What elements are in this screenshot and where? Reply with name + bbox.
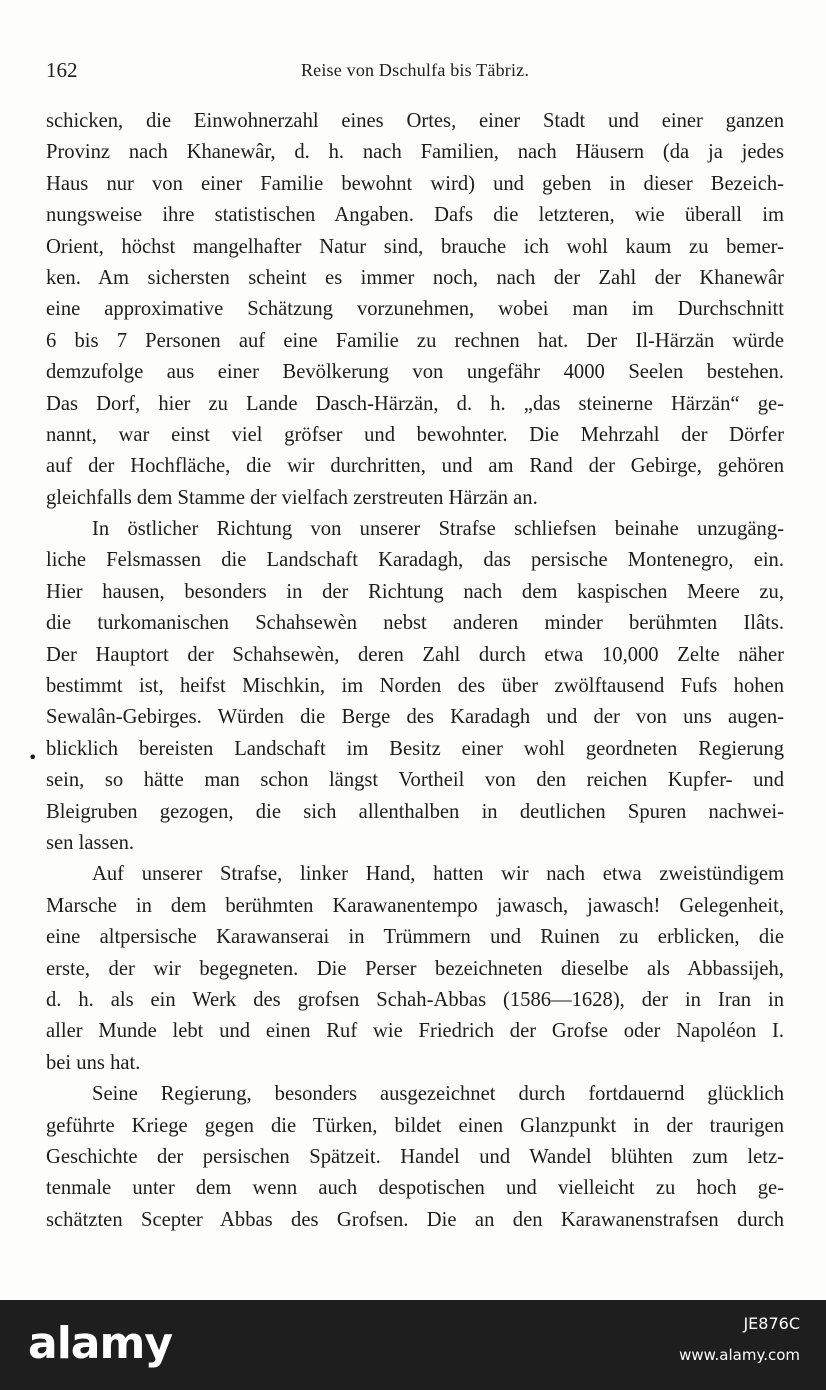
text-line: Geschichte der persischen Spätzeit. Handel und Wandel blühten zum letz- — [46, 1145, 784, 1168]
text-line: Haus nur von einer Familie bewohnt wird) und geben in dieser Bezeich- — [46, 172, 784, 195]
text-line: liche Felsmassen die Landschaft Karadagh, das persische Montenegro, ein. — [46, 549, 784, 572]
text-line: auf der Hochfläche, die wir durchritten, und am Rand der Gebirge, gehören — [46, 455, 784, 478]
text-line: geführte Kriege gegen die Türken, bildet einen Glanzpunkt in der traurigen — [46, 1114, 784, 1137]
running-head: Reise von Dschulfa bis Täbriz. — [300, 60, 530, 80]
text-line: die turkomanischen Schahsewèn nebst anderen minder berühmten Ilâts. — [46, 612, 784, 635]
text-line: aller Munde lebt und einen Ruf wie Friedrich der Grofse oder Napoléon I. — [46, 1020, 784, 1043]
marginal-mark: • — [28, 748, 38, 767]
image-id: JE876C — [743, 1314, 800, 1333]
text-line: erste, der wir begegneten. Die Perser bezeichneten dieselbe als Abbassijeh, — [46, 957, 784, 980]
text-line: Sewalân-Gebirges. Würden die Berge des Karadagh und der von uns augen- — [46, 706, 784, 729]
text-line: schätzten Scepter Abbas des Grofsen. Die an den Karawanenstrafsen durch — [46, 1208, 784, 1231]
text-line: Auf unserer Strafse, linker Hand, hatten wir nach etwa zweistündigem — [92, 863, 784, 886]
text-line: nungsweise ihre statistischen Angaben. Dafs die letzteren, wie überall im — [46, 204, 784, 227]
text-line: Orient, höchst mangelhafter Natur sind, brauche ich wohl kaum zu bemer- — [46, 235, 784, 258]
text-line: Hier hausen, besonders in der Richtung nach dem kaspischen Meere zu, — [46, 580, 784, 603]
page-header — [46, 58, 784, 88]
text-line: 6 bis 7 Personen auf eine Familie zu rechnen hat. Der Il-Härzän würde — [46, 329, 784, 352]
text-line: Seine Regierung, besonders ausgezeichnet durch fortdauernd glücklich — [92, 1083, 784, 1106]
text-line: eine altpersische Karawanserai in Trümmern und Ruinen zu erblicken, die — [46, 926, 784, 949]
text-line: Provinz nach Khanewâr, d. h. nach Familien, nach Häusern (da ja jedes — [46, 141, 784, 164]
text-line: blicklich bereisten Landschaft im Besitz einer wohl geordneten Regierung — [46, 737, 784, 760]
text-line: eine approximative Schätzung vorzunehmen, wobei man im Durchschnitt — [46, 298, 784, 321]
body-text — [46, 106, 784, 1236]
text-line: In östlicher Richtung von unserer Strafse schliefsen beinahe unzugäng- — [92, 518, 784, 541]
text-line: sein, so hätte man schon längst Vortheil von den reichen Kupfer- und — [46, 769, 784, 792]
text-line: nannt, war einst viel gröfser und bewohnter. Die Mehrzahl der Dörfer — [46, 423, 784, 446]
text-line: Das Dorf, hier zu Lande Dasch-Härzän, d. h. „das steinerne Härzän“ ge- — [46, 392, 784, 415]
text-line: tenmale unter dem wenn auch despotischen und vielleicht zu hoch ge- — [46, 1177, 784, 1200]
text-line: ken. Am sichersten scheint es immer noch, nach der Zahl der Khanewâr — [46, 266, 784, 289]
text-line: bestimmt ist, heifst Mischkin, im Norden des über zwölftausend Fufs hohen — [46, 675, 784, 698]
site-url: www.alamy.com — [679, 1346, 800, 1364]
text-line: sen lassen. — [46, 831, 135, 854]
watermark-banner — [0, 1300, 826, 1390]
text-line: schicken, die Einwohnerzahl eines Ortes, einer Stadt und einer ganzen — [46, 110, 784, 132]
text-line: demzufolge aus einer Bevölkerung von ungefähr 4000 Seelen bestehen. — [46, 361, 784, 384]
text-line: gleichfalls dem Stamme der vielfach zerstreuten Härzän an. — [46, 486, 538, 509]
text-line: bei uns hat. — [46, 1051, 141, 1074]
page-number: 162 — [46, 58, 78, 82]
text-line: Bleigruben gezogen, die sich allenthalben in deutlichen Spuren nachwei- — [46, 800, 784, 823]
text-line: Der Hauptort der Schahsewèn, deren Zahl durch etwa 10,000 Zelte näher — [46, 643, 784, 666]
alamy-logo: alamy — [28, 1318, 172, 1369]
text-line: d. h. als ein Werk des grofsen Schah-Abbas (1586—1628), der in Iran in — [46, 988, 784, 1011]
text-line: Marsche in dem berühmten Karawanentempo jawasch, jawasch! Gelegenheit, — [46, 894, 784, 917]
